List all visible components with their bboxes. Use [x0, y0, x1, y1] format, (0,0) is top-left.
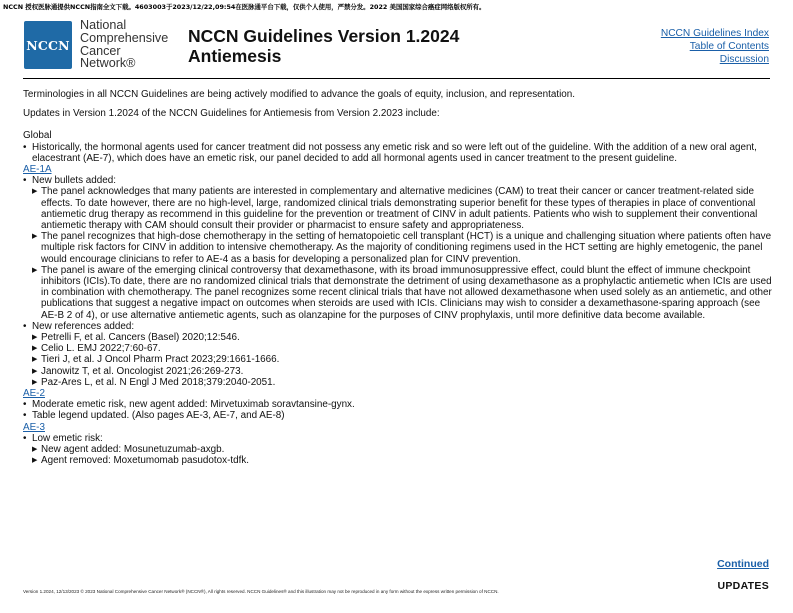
reference-item: ▶ Paz-Ares L, et al. N Engl J Med 2018;379:2040-2051. — [32, 376, 276, 388]
list-item: ▶ Agent removed: Moxetumomab pasudotox-tdfk. — [32, 455, 250, 467]
list-item: ▶ The panel recognizes that high-dose chemotherapy in the setting of hematopoietic cell transplant (HCT) is a unique and challenging situation where patients often have multiple risk factors for CINV in addition to intensive chemotherapy. As the majority of conditioning regimens used in the HCT setting are highly emetogenic, the panel would encourage clinicians to refer to AE-4 as a basis for developing a personalized plan for CINV prevention. — [32, 231, 772, 265]
ae-1a-link[interactable]: AE-1A — [23, 164, 52, 176]
list-item: • Moderate emetic risk, new agent added: Mirvetuximab soravtansine-gynx. — [23, 399, 355, 411]
table-of-contents-link[interactable]: Table of Contents — [689, 41, 769, 52]
reference-item: ▶ Celio L. EMJ 2022;7:60-67. — [32, 343, 161, 355]
new-bullets-label: • New bullets added: — [23, 175, 116, 187]
logo-line: Network® — [80, 56, 136, 71]
header-divider — [23, 78, 770, 79]
new-references-label: • New references added: — [23, 320, 135, 332]
copyright-footer: Version 1.2024, 12/13/2023 © 2023 National Comprehensive Cancer Network® (NCCN®), All rights reserved. NCCN Guidelines® and this illustration may not be reproduced in any form without the express written permission of NCCN. — [23, 589, 499, 594]
list-item: ▶ The panel acknowledges that many patients are interested in complementary and alternative medicines (CAM) to treat their cancer or cancer treatment-related side effects. To date however, there are no high-level, large, randomized clinical trials demonstrating superior benefit for these types of therapies in place of conventional antiemetic drug therapy as recommend in this guideline for the prevention or treatment of CINV in adult patients. Patients who wish to supplement their conventional antiemetic therapy with CAM should consult their provider or pharmacist to ensure safety and appropriateness. — [32, 186, 758, 232]
updates-intro: Updates in Version 1.2024 of the NCCN Guidelines for Antiemesis from Version 2.2023 include: — [23, 108, 440, 120]
list-item: ▶ New agent added: Mosunetuzumab-axgb. — [32, 444, 225, 456]
title-line-1: NCCN Guidelines Version 1.2024 — [188, 26, 460, 46]
nccn-logo — [24, 21, 72, 69]
continued-link[interactable]: Continued — [717, 558, 769, 570]
global-bullet: • Historically, the hormonal agents used for cancer treatment did not possess any emetic risk and so were left out of the guideline. With the addition of a new oral agent, elacestrant (AE-7), which does have an emetic risk, our panel decided to add all hormonal agents used in cancer treatment to the present guideline. — [23, 141, 757, 164]
logo-line: Comprehensive — [80, 30, 169, 45]
ae-2-link[interactable]: AE-2 — [23, 388, 45, 400]
list-item: • Table legend updated. (Also pages AE-3, AE-7, and AE-8) — [23, 410, 285, 422]
updates-label: UPDATES — [717, 580, 769, 592]
top-nav — [661, 27, 769, 66]
guidelines-index-link[interactable]: NCCN Guidelines Index — [660, 28, 769, 39]
global-heading: Global — [23, 130, 52, 142]
list-item: ▶ The panel is aware of the emerging clinical controversy that dexamethasone, with its broad immunosuppressive effect, could blunt the effect of immune checkpoint inhibitors (ICIs).To date, there are no randomized clinical trials that demonstrate the detriment of using dexamethasone as a prophylactic antiemetic when ICIs are used in combination with chemotherapy. The panel recognizes some recent clinical trials that have not allowed dexamethasone when used solely as an antiemetic, and other publications that suggest a negative impact on outcomes when steroids are used with ICIs. Clinicians may wish to consider a dexamethasone-sparing approach (see AE-B 2 of 4), or use alternative antiemetic agents, such as olanzapine for the purposes of CINV prophylaxis, until more definitive data become available. — [32, 264, 772, 321]
updates-content — [23, 89, 775, 467]
reference-item: ▶ Tieri J, et al. J Oncol Pharm Pract 2023;29:1661-1666. — [32, 354, 280, 366]
logo-mark: NCCN — [26, 37, 70, 53]
page-title — [188, 26, 459, 66]
reference-item: ▶ Janowitz T, et al. Oncologist 2021;26:269-273. — [32, 365, 244, 377]
logo-line: Cancer — [80, 43, 121, 58]
discussion-link[interactable]: Discussion — [719, 54, 769, 65]
reference-item: ▶ Petrelli F, et al. Cancers (Basel) 2020;12:546. — [32, 332, 240, 344]
logo-wordmark — [80, 19, 168, 70]
ae-3-link[interactable]: AE-3 — [23, 421, 45, 433]
title-line-2: Antiemesis — [188, 46, 282, 66]
license-banner: NCCN 授权医脉通提供NCCN指南全文下载。4603003于2023/12/22,09:54在医脉通平台下载，仅供个人使用，严禁分发。2022 美国国家综合癌症网络版权所有。 — [3, 3, 486, 11]
terminology-note: Terminologies in all NCCN Guidelines are being actively modified to advance the goals of equity, inclusion, and representation. — [23, 89, 576, 100]
logo-line: National — [80, 18, 127, 32]
list-item: • Low emetic risk: — [23, 432, 103, 444]
